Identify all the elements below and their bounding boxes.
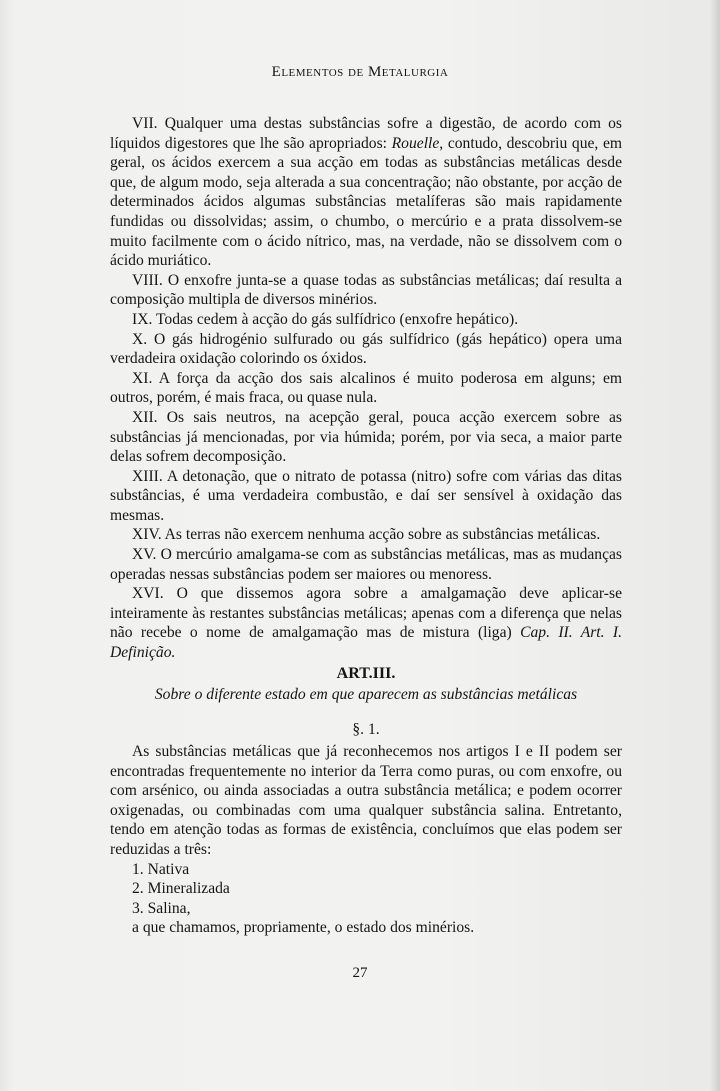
paragraph-xii: XII. Os sais neutros, na acepção geral, pouca acção exercem sobre as substâncias já mencionadas, por via húmida; porém, por via seca, a maior parte delas sofrem decomposição.: [110, 408, 622, 466]
cross-reference: Cap. II. Art. I. Definição.: [110, 624, 622, 662]
paragraph-xiv: XIV. As terras não exercem nenhuma acção sobre as substâncias metálicas.: [132, 526, 601, 544]
page-number: 27: [352, 965, 368, 981]
paragraph-vii: [110, 114, 622, 271]
paragraph-ix: IX. Todas cedem à acção do gás sulfídrico (enxofre hepático).: [132, 310, 519, 328]
page-edge-shadow: [710, 0, 720, 1091]
paragraph-x: X. O gás hidrogénio sulfurado ou gás sulfídrico (gás hepático) opera uma verdadeira oxidação colorindo os óxidos.: [110, 330, 622, 368]
paragraph-vii-start: VII. Qualquer uma destas substâncias sofre a digestão, de acordo com os líquidos digestores que lhe são apropriados:: [110, 115, 622, 152]
page-body-bottom: [110, 742, 622, 938]
article-title: ART.III.: [336, 665, 396, 682]
paragraph-xiii: XIII. A detonação, que o nitrato de potassa (nitro) sofre com várias das ditas substâncias, é uma verdadeira combustão, e daí ser sensível à oxidação das mesmas.: [110, 467, 622, 524]
article-subtitle: Sobre o diferente estado em que aparecem as substâncias metálicas: [154, 686, 578, 703]
paragraph-xi: XI. A força da acção dos sais alcalinos é muito poderosa em alguns; em outros, porém, é mais fraca, ou quase nula.: [110, 369, 622, 407]
paragraph-viii: VIII. O enxofre junta-se a quase todas as substâncias metálicas; daí resulta a composição multipla de diversos minérios.: [110, 271, 622, 309]
section-mark: §. 1.: [352, 721, 380, 738]
running-head: Elementos de Metalurgia: [271, 64, 449, 80]
list-item: 3. Salina,: [132, 899, 191, 917]
paragraph-xvi: [110, 584, 622, 662]
paragraph-vii-rest: , contudo, descobriu que, em geral, os ácidos exercem a sua acção em todas as substâncias metálicas desde que, de algum modo, seja alterada a sua concentração; não obstante, por acção de determinados ácidos algumas substâncias metalíferas são mais rapidamente fundidas ou dissolvidas; assim, o chumbo, o mercúrio e a prata dissolvem-se muito facilmente com o ácido nítrico, mas, na verdade, não se dissolvem com o ácido muriático.: [110, 134, 623, 270]
paragraph-xv: XV. O mercúrio amalgama-se com as substâncias metálicas, mas as mudanças operadas nessas substâncias podem ser maiores ou menoress.: [110, 546, 622, 583]
author-name: Rouelle: [391, 134, 440, 152]
closing-line: a que chamamos, propriamente, o estado dos minérios.: [132, 919, 475, 937]
list-item: 2. Mineralizada: [132, 880, 230, 898]
article-paragraph: As substâncias metálicas que já reconhecemos nos artigos I e II podem ser encontradas frequentemente no interior da Terra como puras, ou com enxofre, ou com arsénico, ou ainda associadas a outra substância metálica; e podem ocorrer oxigenadas, ou combinadas com uma qualquer substância salina. Entretanto, tendo em atenção todas as formas de existência, concluímos que elas podem ser reduzidas a três:: [110, 743, 622, 858]
list-item: 1. Nativa: [132, 860, 190, 878]
paragraph-xvi-text: XVI. O que dissemos agora sobre a amalgamação deve aplicar-se inteiramente às restantes substâncias metálicas; apenas com a diferença que nelas não recebe o nome de amalgamação mas de mistura (liga): [110, 585, 622, 642]
page-body-top: [110, 114, 622, 663]
